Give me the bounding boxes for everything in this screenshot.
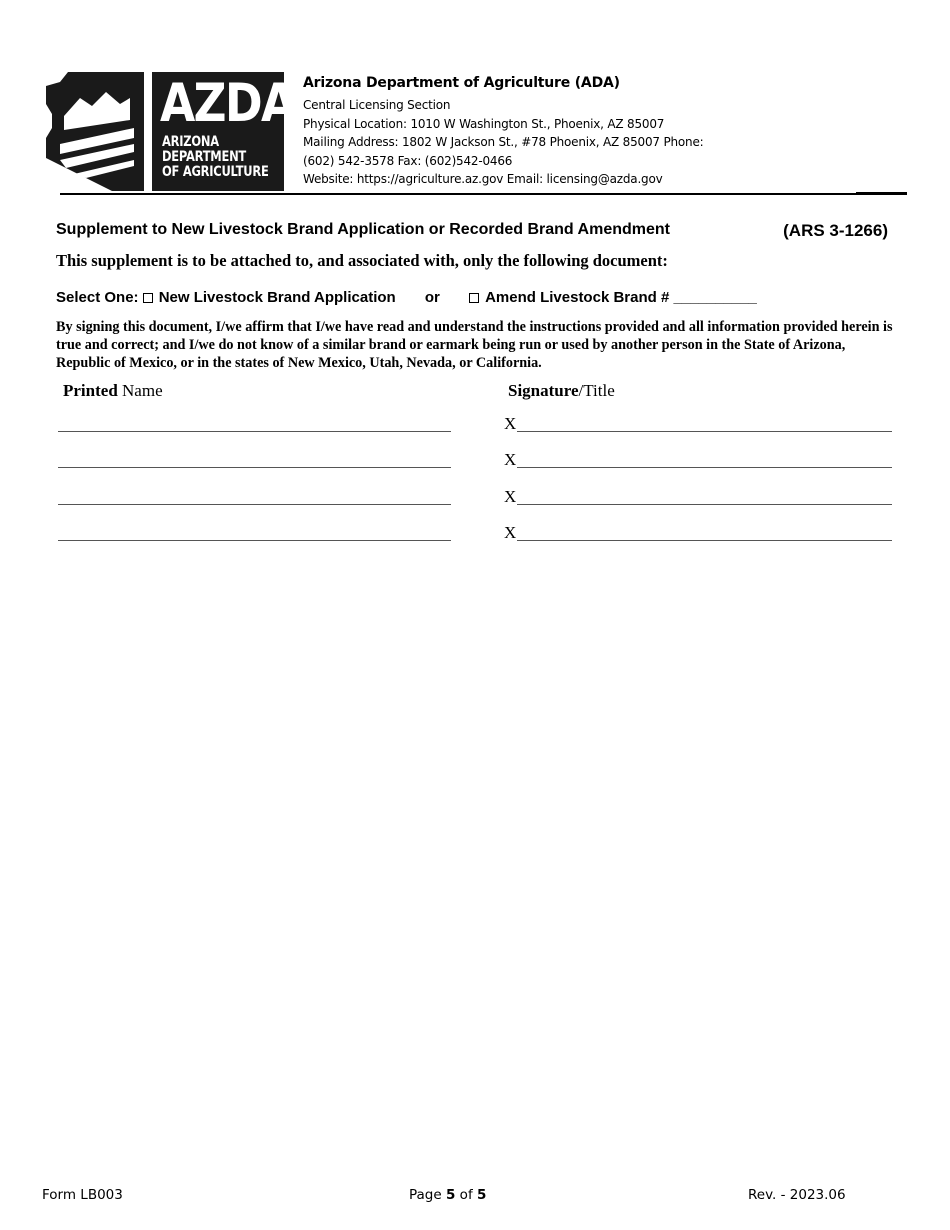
logo-line: DEPARTMENT: [162, 149, 247, 165]
printed-name-line-4[interactable]: [58, 540, 451, 541]
agency-physical-location: Physical Location: 1010 W Washington St., Phoenix, AZ 85007: [303, 116, 665, 131]
arizona-map-icon: [46, 72, 144, 191]
logo-line: ARIZONA: [162, 134, 219, 150]
page-number: [409, 1187, 486, 1203]
azda-logo: [46, 72, 295, 191]
agency-contact-block: [303, 75, 703, 189]
new-application-label: New Livestock Brand Application: [158, 289, 396, 306]
header-divider-accent: [856, 192, 907, 195]
signature-mark: X: [504, 487, 517, 506]
printed-head-rest: Name: [117, 381, 163, 400]
logo-wordmark: [152, 72, 295, 191]
statute-reference: (ARS 3-1266): [783, 221, 888, 240]
supplement-note: This supplement is to be attached to, and associated with, only the following document:: [56, 251, 668, 270]
printed-name-line-1[interactable]: [58, 431, 451, 432]
page-mid: of: [455, 1187, 477, 1203]
logo-subtitle: [162, 135, 269, 180]
signature-title-header: [508, 381, 615, 401]
document-type-selector: [56, 289, 757, 306]
page-total: 5: [477, 1187, 487, 1203]
agency-section: Central Licensing Section: [303, 98, 451, 112]
signature-line-2[interactable]: [517, 467, 892, 468]
page-prefix: Page: [409, 1187, 446, 1203]
signature-line-3[interactable]: [517, 504, 892, 505]
signature-mark: X: [504, 450, 517, 469]
agency-mailing-address: Mailing Address: 1802 W Jackson St., #78 Phoenix, AZ 85007 Phone:: [303, 135, 704, 149]
amend-brand-checkbox[interactable]: [469, 293, 479, 303]
affirmation-text: By signing this document, I/we affirm that I/we have read and understand the instructions provided and all information provided herein is true and correct; and I/we do not know of a similar brand or earmark being run or used by another person in the State of Arizona, Republic of Mexico, or in the states of New Mexico, Utah, Nevada, or California.: [56, 319, 893, 371]
agency-phone-fax: (602) 542-3578 Fax: (602)542-0466: [303, 153, 513, 168]
new-application-checkbox[interactable]: [143, 293, 153, 303]
printed-name-line-3[interactable]: [58, 504, 451, 505]
form-title: Supplement to New Livestock Brand Application or Recorded Brand Amendment: [56, 221, 671, 238]
header-divider: [60, 193, 856, 195]
printed-name-line-2[interactable]: [58, 467, 451, 468]
select-label: Select One:: [56, 289, 139, 306]
revision-label: Rev. - 2023.06: [748, 1187, 846, 1203]
logo-acronym: AZDA: [160, 73, 295, 134]
printed-head-bold: Printed: [63, 381, 118, 400]
logo-line: OF AGRICULTURE: [162, 164, 269, 180]
signature-line-4[interactable]: [517, 540, 892, 541]
agency-name: Arizona Department of Agriculture (ADA): [303, 75, 620, 91]
signature-mark: X: [504, 523, 517, 542]
page-current: 5: [445, 1187, 456, 1203]
form-title-row: [56, 221, 888, 239]
signature-head-rest: /Title: [578, 381, 615, 400]
signature-line-1[interactable]: [517, 431, 892, 432]
signature-mark: X: [504, 414, 517, 433]
printed-name-header: [63, 381, 163, 401]
agency-web-email: Website: https://agriculture.az.gov Email: licensing@azda.gov: [303, 172, 663, 186]
amend-brand-label[interactable]: Amend Livestock Brand # __________: [485, 289, 757, 306]
or-label: or: [424, 289, 440, 306]
form-number: Form LB003: [42, 1187, 123, 1203]
signature-head-bold: Signature: [508, 381, 579, 400]
